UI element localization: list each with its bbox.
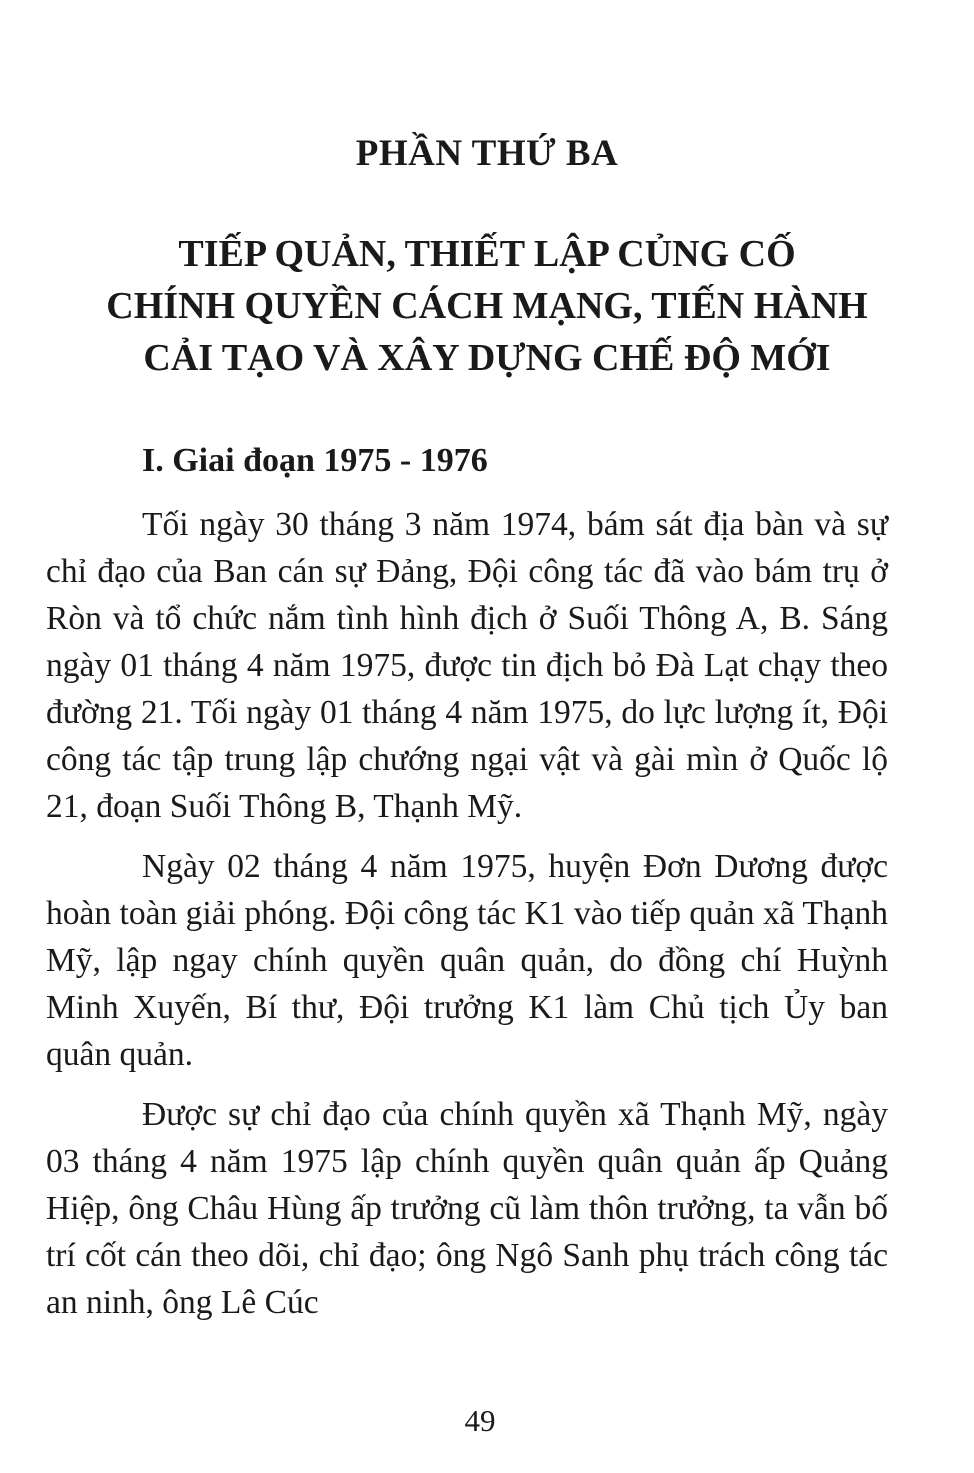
chapter-title-line-1: TIẾP QUẢN, THIẾT LẬP CỦNG CỐ [178, 233, 796, 275]
paragraph-2: Ngày 02 tháng 4 năm 1975, huyện Đơn Dương được hoàn toàn giải phóng. Đội công tác K1 vào tiếp quản xã Thạnh Mỹ, lập ngay chính quyền quân quản, do đồng chí Huỳnh Minh Xuyến, Bí thư, Đội trưởng K1 làm Chủ tịch Ủy ban quân quản. [46, 848, 888, 1073]
body-text [46, 501, 888, 1326]
chapter-title-line-2: CHÍNH QUYỀN CÁCH MẠNG, TIẾN HÀNH [106, 285, 868, 327]
chapter-title [30, 228, 944, 384]
part-title: PHẦN THỨ BA [355, 133, 619, 174]
section-heading: I. Giai đoạn 1975 - 1976 [142, 442, 488, 479]
paragraph-1: Tối ngày 30 tháng 3 năm 1974, bám sát địa bàn và sự chỉ đạo của Ban cán sự Đảng, Đội công tác đã vào bám trụ ở Ròn và tổ chức nắm tình hình địch ở Suối Thông A, B. Sáng ngày 01 tháng 4 năm 1975, được tin địch bỏ Đà Lạt chạy theo đường 21. Tối ngày 01 tháng 4 năm 1975, do lực lượng ít, Đội công tác tập trung lập chướng ngại vật và gài mìn ở Quốc lộ 21, đoạn Suối Thông B, Thạnh Mỹ. [46, 506, 888, 825]
chapter-title-line-3: CẢI TẠO VÀ XÂY DỰNG CHẾ ĐỘ MỚI [143, 337, 831, 379]
page-number: 49 [464, 1403, 496, 1438]
paragraph-3: Được sự chỉ đạo của chính quyền xã Thạnh Mỹ, ngày 03 tháng 4 năm 1975 lập chính quyền quân quản ấp Quảng Hiệp, ông Châu Hùng ấp trưởng cũ làm thôn trưởng, ta vẫn bố trí cốt cán theo dõi, chỉ đạo; ông Ngô Sanh phụ trách công tác an ninh, ông Lê Cúc [46, 1096, 888, 1321]
